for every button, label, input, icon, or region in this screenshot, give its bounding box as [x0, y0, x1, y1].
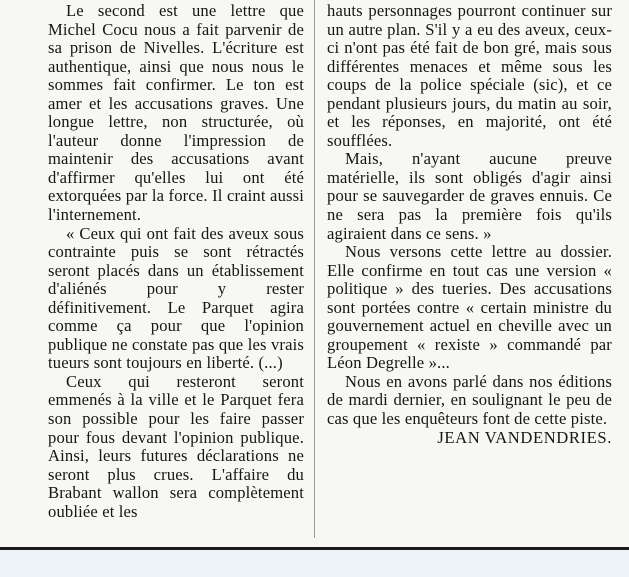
- article-column-right: [327, 2, 612, 447]
- article-paragraph: Le second est une lettre que Michel Cocu nous a fait parvenir de sa prison de Nivelles. L'écriture est authentique, ainsi que nous nous le sommes fait confirmer. Le ton est amer et les accusations graves. Une longue lettre, non structurée, où l'auteur donne l'impression de maintenir des accusations avant d'affirmer qu'elles lui ont été extorquées par la force. Il craint aussi l'internement.: [48, 1, 304, 225]
- article-paragraph: Mais, n'ayant aucune preuve matérielle, ils sont obligés d'agir ainsi pour se sauvegarder de graves ennuis. Ce ne sera pas la première fois qu'ils agiraient dans ce sens. »: [327, 149, 612, 243]
- article-paragraph: Ceux qui resteront seront emmenés à la ville et le Parquet fera son possible pour les faire passer pour fous devant l'opinion publique. Ainsi, leurs futures déclarations ne seront plus crues. L'affaire du Brabant wallon sera complètement oubliée et les: [48, 371, 304, 521]
- article-column-left: [48, 2, 304, 521]
- column-divider: [314, 0, 315, 538]
- article-paragraph: Nous en avons parlé dans nos éditions de mardi dernier, en soulignant le peu de cas que les enquêteurs font de cette piste.: [327, 371, 612, 429]
- article-paragraph: « Ceux qui ont fait des aveux sous contrainte puis se sont rétractés seront placés dans un établissement d'aliénés pour y rester définitivement. Le Parquet agira comme ça pour que l'opinion publique ne constate pas que les vrais tueurs sont toujours en liberté. (...): [48, 223, 304, 373]
- article-paragraph: Nous versons cette lettre au dossier. Elle confirme en tout cas une version « politique » des tueries. Des accusations sont portées contre « certain ministre du gouvernement actuel en cheville avec un groupement « rexiste » commandé par Léon Degrelle »...: [327, 242, 612, 373]
- page-margin: [0, 550, 629, 577]
- author-signature: JEAN VANDENDRIES.: [437, 427, 612, 447]
- article-paragraph-continued: hauts personnages pourront continuer sur un autre plan. S'il y a eu des aveux, ceux-ci n'ont pas été fait de bon gré, mais sous différentes menaces et même sous les coups de la police spéciale (sic), et ce pendant plusieurs jours, du matin au soir, et les réponses, en majorité, ont été soufflées.: [327, 1, 612, 150]
